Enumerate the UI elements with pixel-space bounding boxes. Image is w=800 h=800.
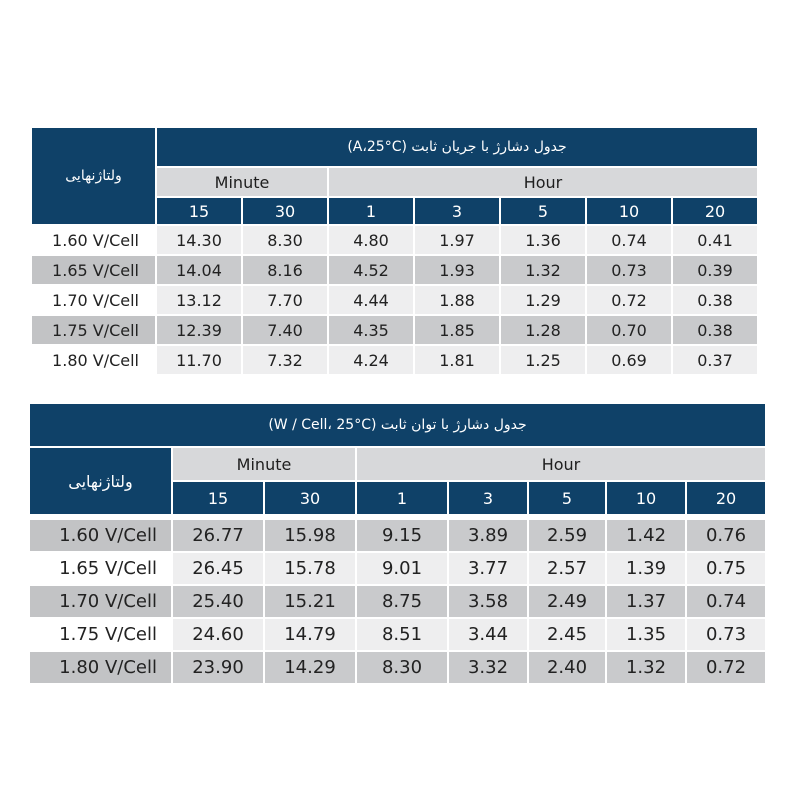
table-row: [30, 585, 766, 618]
data-cell: 9.01: [356, 552, 448, 585]
row-label: 1.75 V/Cell: [32, 315, 156, 345]
data-cell: 0.39: [672, 255, 758, 285]
table-row: [30, 651, 766, 684]
column-header: 15: [172, 481, 264, 515]
data-cell: 0.74: [586, 225, 672, 255]
data-cell: 7.70: [242, 285, 328, 315]
column-header: 10: [586, 197, 672, 225]
data-cell: 1.85: [414, 315, 500, 345]
data-cell: 1.97: [414, 225, 500, 255]
final-voltage-header: ولتاژنهایی: [30, 447, 172, 515]
group-header-minute: Minute: [172, 447, 356, 481]
data-cell: 0.73: [686, 618, 766, 651]
constant-power-discharge-table: [30, 404, 767, 685]
group-header-hour: Hour: [356, 447, 766, 481]
data-cell: 2.45: [528, 618, 606, 651]
data-cell: 1.25: [500, 345, 586, 375]
data-cell: 13.12: [156, 285, 242, 315]
data-cell: 8.75: [356, 585, 448, 618]
data-cell: 1.37: [606, 585, 686, 618]
data-cell: 1.81: [414, 345, 500, 375]
data-cell: 7.32: [242, 345, 328, 375]
data-cell: 8.30: [242, 225, 328, 255]
data-cell: 4.35: [328, 315, 414, 345]
column-header: 10: [606, 481, 686, 515]
data-cell: 1.32: [606, 651, 686, 684]
data-cell: 4.44: [328, 285, 414, 315]
data-cell: 1.42: [606, 520, 686, 552]
column-header: 1: [356, 481, 448, 515]
column-header: 5: [528, 481, 606, 515]
data-cell: 8.51: [356, 618, 448, 651]
data-cell: 4.80: [328, 225, 414, 255]
table-row: [30, 552, 766, 585]
data-cell: 0.37: [672, 345, 758, 375]
data-cell: 15.98: [264, 520, 356, 552]
data-cell: 1.32: [500, 255, 586, 285]
data-cell: 0.38: [672, 315, 758, 345]
column-header: 3: [414, 197, 500, 225]
column-header: 3: [448, 481, 528, 515]
data-cell: 0.73: [586, 255, 672, 285]
final-voltage-header: ولتاژنهایی: [32, 128, 156, 225]
column-header: 20: [686, 481, 766, 515]
group-header-minute: Minute: [156, 167, 328, 197]
data-cell: 3.44: [448, 618, 528, 651]
data-cell: 1.93: [414, 255, 500, 285]
table-row: [30, 520, 766, 552]
column-header: 1: [328, 197, 414, 225]
data-cell: 9.15: [356, 520, 448, 552]
data-cell: 3.32: [448, 651, 528, 684]
data-cell: 0.69: [586, 345, 672, 375]
data-cell: 26.45: [172, 552, 264, 585]
data-cell: 3.77: [448, 552, 528, 585]
column-header: 30: [264, 481, 356, 515]
data-cell: 1.88: [414, 285, 500, 315]
data-cell: 12.39: [156, 315, 242, 345]
data-cell: 0.74: [686, 585, 766, 618]
data-cell: 24.60: [172, 618, 264, 651]
data-cell: 7.40: [242, 315, 328, 345]
row-label: 1.80 V/Cell: [32, 345, 156, 375]
data-cell: 11.70: [156, 345, 242, 375]
row-label: 1.75 V/Cell: [30, 618, 172, 651]
data-cell: 0.75: [686, 552, 766, 585]
data-cell: 2.59: [528, 520, 606, 552]
row-label: 1.70 V/Cell: [30, 585, 172, 618]
data-cell: 14.04: [156, 255, 242, 285]
data-cell: 15.21: [264, 585, 356, 618]
row-label: 1.70 V/Cell: [32, 285, 156, 315]
data-cell: 0.72: [586, 285, 672, 315]
table-row: [32, 345, 758, 375]
data-cell: 0.72: [686, 651, 766, 684]
data-cell: 15.78: [264, 552, 356, 585]
data-cell: 1.36: [500, 225, 586, 255]
column-header: 20: [672, 197, 758, 225]
column-header: 5: [500, 197, 586, 225]
row-label: 1.65 V/Cell: [32, 255, 156, 285]
table-row: [30, 618, 766, 651]
data-cell: 8.30: [356, 651, 448, 684]
data-cell: 25.40: [172, 585, 264, 618]
data-cell: 0.41: [672, 225, 758, 255]
data-cell: 2.40: [528, 651, 606, 684]
data-cell: 1.28: [500, 315, 586, 345]
data-cell: 2.57: [528, 552, 606, 585]
data-cell: 4.24: [328, 345, 414, 375]
data-cell: 0.70: [586, 315, 672, 345]
table-title: جدول دشارژ با توان ثابت (W / Cell، 25°C): [30, 404, 766, 447]
data-cell: 1.39: [606, 552, 686, 585]
data-cell: 1.35: [606, 618, 686, 651]
table-row: [32, 315, 758, 345]
data-cell: 3.89: [448, 520, 528, 552]
data-cell: 0.38: [672, 285, 758, 315]
data-cell: 8.16: [242, 255, 328, 285]
data-cell: 1.29: [500, 285, 586, 315]
data-cell: 14.79: [264, 618, 356, 651]
group-header-hour: Hour: [328, 167, 758, 197]
table-row: [32, 225, 758, 255]
row-label: 1.80 V/Cell: [30, 651, 172, 684]
data-cell: 3.58: [448, 585, 528, 618]
row-label: 1.65 V/Cell: [30, 552, 172, 585]
data-cell: 2.49: [528, 585, 606, 618]
row-label: 1.60 V/Cell: [32, 225, 156, 255]
constant-current-discharge-table: [32, 128, 759, 376]
row-label: 1.60 V/Cell: [30, 520, 172, 552]
data-cell: 26.77: [172, 520, 264, 552]
data-cell: 0.76: [686, 520, 766, 552]
column-header: 30: [242, 197, 328, 225]
column-header: 15: [156, 197, 242, 225]
data-cell: 23.90: [172, 651, 264, 684]
table-row: [32, 255, 758, 285]
table-row: [32, 285, 758, 315]
table-title: جدول دشارژ با جریان ثابت (A،25°C): [156, 128, 758, 167]
data-cell: 14.30: [156, 225, 242, 255]
data-cell: 4.52: [328, 255, 414, 285]
data-cell: 14.29: [264, 651, 356, 684]
